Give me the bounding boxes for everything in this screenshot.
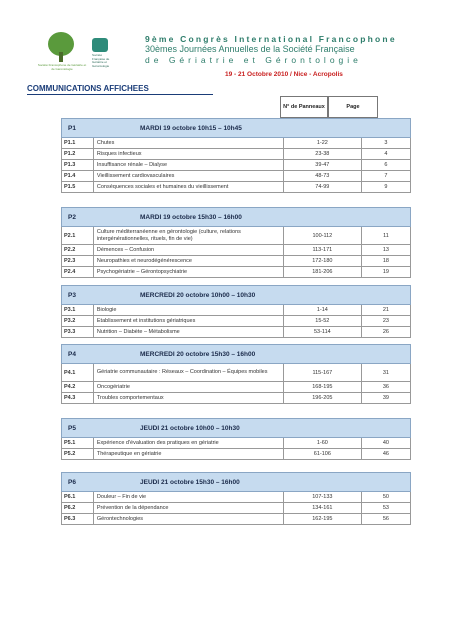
row-code: P6.1 [62,492,94,502]
table-row [61,305,411,316]
row-topic: Etablissement et institutions gériatriques [94,316,284,326]
row-page: 9 [384,184,388,190]
session-block [61,207,411,278]
row-page: 36 [382,384,389,390]
row-panels: 1-60 [284,438,362,448]
tree-logo-icon: Société Francophone de Gériatrie et de Gérontologie [36,32,88,74]
session-time: MARDI 19 octobre 15h30 – 16h00 [140,213,242,221]
row-page: 13 [382,247,389,253]
session-header [61,118,411,138]
row-topic: Risques infectieux [94,149,284,159]
row-topic: Prévention de la dépendance [94,503,284,513]
row-topic: Oncogériatrie [94,382,284,392]
row-page: 53 [382,505,389,511]
row-page: 46 [382,451,389,457]
row-page: 21 [382,307,389,313]
row-panels: 107-133 [284,492,362,502]
row-panels: 100-112 [284,227,362,244]
row-topic: Psychogériatrie – Gérontopsychiatrie [94,267,284,277]
row-panels: 48-73 [284,171,362,181]
row-panels: 162-195 [284,514,362,524]
row-code: P1.5 [62,182,94,192]
table-row [61,267,411,278]
row-topic: Insuffisance rénale – Dialyse [94,160,284,170]
table-row [61,364,411,382]
row-page: 23 [382,318,389,324]
row-code: P2.2 [62,245,94,255]
row-panels: 74-99 [284,182,362,192]
session-code: P6 [68,478,76,486]
row-panels: 39-47 [284,160,362,170]
section-title: COMMUNICATIONS AFFICHEES [27,84,149,93]
row-panels: 134-161 [284,503,362,513]
row-panels: 181-206 [284,267,362,277]
row-panels: 113-171 [284,245,362,255]
row-page: 6 [384,162,388,168]
table-row [61,382,411,393]
table-row [61,256,411,267]
table-row [61,492,411,503]
session-block [61,472,411,525]
row-topic: Nutrition – Diabète – Métabolisme [94,327,284,337]
header [0,0,452,90]
row-page: 40 [382,440,389,446]
table-row [61,182,411,193]
row-page: 7 [384,173,388,179]
congress-date: 19 - 21 Octobre 2010 / Nice - Acropolis [225,71,343,78]
row-code: P2.3 [62,256,94,266]
row-page: 31 [382,369,389,376]
section-divider [27,94,213,95]
row-code: P4.3 [62,393,94,403]
table-row [61,171,411,182]
table-row [61,245,411,256]
table-row [61,514,411,525]
table-row [61,149,411,160]
session-code: P1 [68,124,76,132]
row-page: 19 [382,269,389,275]
session-code: P5 [68,424,76,432]
row-topic: Expérience d'évaluation des pratiques en gériatrie [94,438,284,448]
row-code: P5.2 [62,449,94,459]
row-panels: 1-22 [284,138,362,148]
session-block [61,285,411,338]
congress-line-3: de Gériatrie et Gérontologie [145,55,362,65]
row-panels: 115-167 [284,364,362,381]
row-code: P6.3 [62,514,94,524]
row-topic: Gériatrie communautaire : Réseaux – Coordination – Équipes mobiles [94,364,284,381]
table-row [61,503,411,514]
row-topic: Chutes [94,138,284,148]
row-page: 39 [382,395,389,401]
table-row [61,160,411,171]
row-topic: Culture méditerranéenne en gérontologie (culture, relations intergénérationnelles, rituels, fin de vie) [94,227,284,244]
row-topic: Vieillissement cardiovasculaires [94,171,284,181]
row-page: 18 [382,258,389,264]
session-header [61,207,411,227]
row-page: 4 [384,151,388,157]
row-page: 26 [382,329,389,335]
session-time: MERCREDI 20 octobre 15h30 – 16h00 [140,350,256,358]
row-topic: Démences – Confusion [94,245,284,255]
row-panels: 196-205 [284,393,362,403]
row-code: P3.2 [62,316,94,326]
column-header-panneaux: N° de Panneaux [280,96,328,118]
session-time: MARDI 19 octobre 10h15 – 10h45 [140,124,242,132]
row-topic: Douleur – Fin de vie [94,492,284,502]
row-panels: 53-114 [284,327,362,337]
table-row [61,316,411,327]
row-code: P2.1 [62,227,94,244]
session-time: JEUDI 21 octobre 15h30 – 16h00 [140,478,240,486]
row-page: 50 [382,494,389,500]
row-panels: 61-106 [284,449,362,459]
row-code: P4.1 [62,364,94,381]
session-code: P3 [68,291,76,299]
row-page: 3 [384,140,388,146]
row-code: P1.2 [62,149,94,159]
session-header [61,344,411,364]
row-page: 11 [383,232,389,239]
row-panels: 23-38 [284,149,362,159]
congress-title [145,34,445,78]
session-block [61,344,411,404]
row-code: P3.1 [62,305,94,315]
row-topic: Troubles comportementaux [94,393,284,403]
row-code: P1.4 [62,171,94,181]
congress-line-1: 9ème Congrès International Francophone [145,34,397,44]
row-topic: Gérontechnologies [94,514,284,524]
row-code: P2.4 [62,267,94,277]
session-code: P2 [68,213,76,221]
row-panels: 1-14 [284,305,362,315]
table-row [61,393,411,404]
row-code: P1.1 [62,138,94,148]
session-time: JEUDI 21 octobre 10h00 – 10h30 [140,424,240,432]
row-code: P1.3 [62,160,94,170]
row-topic: Conséquences sociales et humaines du vieillissement [94,182,284,192]
column-header-page: Page [328,96,378,118]
table-row [61,227,411,245]
row-panels: 172-180 [284,256,362,266]
row-topic: Thérapeutique en gériatrie [94,449,284,459]
row-topic: Neuropathies et neurodégénérescence [94,256,284,266]
congress-line-2: 30èmes Journées Annuelles de la Société Française [145,44,355,54]
row-panels: 15-52 [284,316,362,326]
table-row [61,327,411,338]
table-row [61,449,411,460]
session-block [61,118,411,193]
session-header [61,285,411,305]
sfgg-logo-icon: Société Française de Gériatrie et Gérontologie [92,38,110,68]
row-code: P4.2 [62,382,94,392]
row-page: 56 [382,516,389,522]
row-code: P3.3 [62,327,94,337]
session-time: MERCREDI 20 octobre 10h00 – 10h30 [140,291,256,299]
session-code: P4 [68,350,76,358]
table-row [61,438,411,449]
row-topic: Biologie [94,305,284,315]
table-row [61,138,411,149]
row-panels: 168-195 [284,382,362,392]
session-header [61,472,411,492]
row-code: P5.1 [62,438,94,448]
row-code: P6.2 [62,503,94,513]
session-header [61,418,411,438]
session-block [61,418,411,460]
